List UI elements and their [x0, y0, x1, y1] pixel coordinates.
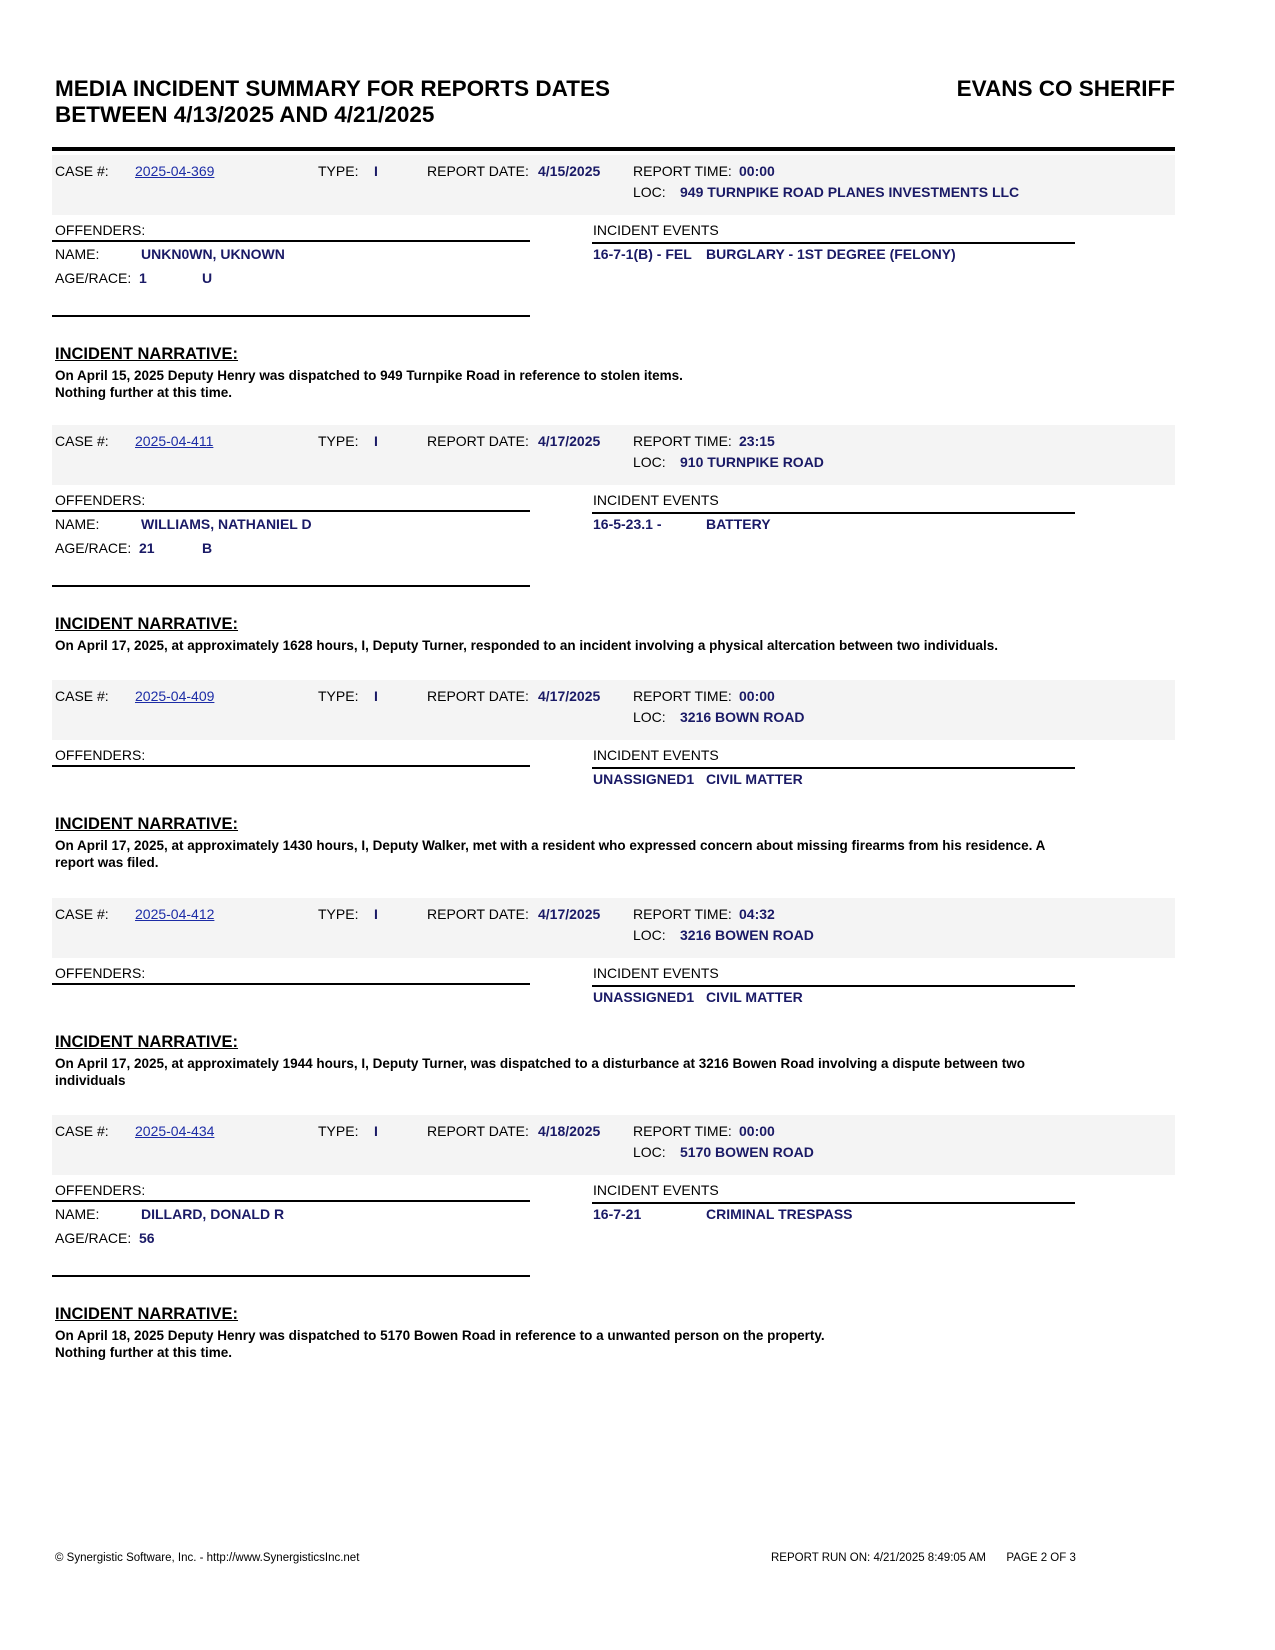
offender-name: WILLIAMS, NATHANIEL D	[141, 516, 312, 532]
report-date: 4/17/2025	[538, 688, 601, 704]
case-number-link[interactable]: 2025-04-409	[135, 688, 215, 704]
report-time: 00:00	[739, 1123, 775, 1139]
offender-name-label: NAME:	[55, 516, 100, 532]
incident-events-label: INCIDENT EVENTS	[593, 747, 719, 763]
events-rule	[592, 242, 1075, 244]
narrative-title: INCIDENT NARRATIVE:	[55, 1305, 239, 1323]
report-date-label: REPORT DATE:	[427, 433, 529, 449]
offenders-label: OFFENDERS:	[55, 1182, 146, 1198]
offenders-rule	[52, 765, 530, 767]
incident-events-label: INCIDENT EVENTS	[593, 965, 719, 981]
page-number: PAGE 2 OF 3	[1006, 1552, 1076, 1564]
report-title	[55, 76, 610, 128]
case-type: I	[374, 688, 378, 704]
footer-copyright: © Synergistic Software, Inc. - http://www.SynergisticsInc.net	[55, 1552, 360, 1564]
case-number-link[interactable]: 2025-04-411	[135, 433, 214, 449]
report-title-line1: MEDIA INCIDENT SUMMARY FOR REPORTS DATES	[55, 76, 611, 101]
incident-events-label: INCIDENT EVENTS	[593, 1182, 719, 1198]
report-run-on: REPORT RUN ON: 4/21/2025 8:49:05 AM	[771, 1552, 986, 1564]
report-time: 00:00	[739, 163, 775, 179]
report-time-label: REPORT TIME:	[633, 1123, 732, 1139]
event-description: CIVIL MATTER	[706, 989, 803, 1005]
case-type: I	[374, 163, 378, 179]
report-date-label: REPORT DATE:	[427, 1123, 529, 1139]
narrative-text: On April 17, 2025, at approximately 1628 hours, I, Deputy Turner, responded to an incident involving a physical altercation between two individuals.	[55, 638, 998, 653]
location: 5170 BOWEN ROAD	[680, 1144, 814, 1160]
report-date: 4/18/2025	[538, 1123, 601, 1139]
report-date: 4/17/2025	[538, 906, 601, 922]
narrative-text: On April 15, 2025 Deputy Henry was dispatched to 949 Turnpike Road in reference to stolen items. Nothing further at this time.	[55, 368, 683, 400]
type-label: TYPE:	[318, 906, 359, 922]
offender-name: DILLARD, DONALD R	[141, 1206, 285, 1222]
location: 3216 BOWN ROAD	[680, 709, 805, 725]
offender-end-rule	[52, 1275, 530, 1277]
type-label: TYPE:	[318, 1123, 359, 1139]
report-date: 4/15/2025	[538, 163, 601, 179]
location-label: LOC:	[633, 927, 666, 943]
location: 3216 BOWEN ROAD	[680, 927, 814, 943]
incident-events-label: INCIDENT EVENTS	[593, 492, 719, 508]
offender-age: 21	[139, 540, 155, 556]
type-label: TYPE:	[318, 163, 359, 179]
case-type: I	[374, 433, 378, 449]
narrative-title: INCIDENT NARRATIVE:	[55, 345, 239, 363]
location-label: LOC:	[633, 454, 666, 470]
case-header-band	[52, 680, 1175, 740]
event-description: CRIMINAL TRESPASS	[706, 1206, 853, 1222]
footer-run-info	[771, 1552, 1076, 1564]
narrative-text: On April 17, 2025, at approximately 1944 hours, I, Deputy Turner, was dispatched to a disturbance at 3216 Bowen Road involving a dispute between two individuals	[55, 1056, 1026, 1088]
offenders-rule	[52, 983, 530, 985]
narrative-title: INCIDENT NARRATIVE:	[55, 1033, 239, 1051]
event-code: 16-5-23.1 -	[593, 516, 662, 532]
event-description: CIVIL MATTER	[706, 771, 803, 787]
event-description: BATTERY	[706, 516, 771, 532]
type-label: TYPE:	[318, 688, 359, 704]
narrative-text: On April 18, 2025 Deputy Henry was dispatched to 5170 Bowen Road in reference to a unwanted person on the property. Nothing further at this time.	[55, 1328, 825, 1360]
offenders-rule	[52, 1200, 530, 1202]
offender-name-label: NAME:	[55, 246, 100, 262]
events-rule	[592, 985, 1075, 987]
report-time: 04:32	[739, 906, 775, 922]
case-number-link[interactable]: 2025-04-412	[135, 906, 215, 922]
case-number-label: CASE #:	[55, 688, 109, 704]
location: 949 TURNPIKE ROAD PLANES INVESTMENTS LLC	[680, 184, 1020, 200]
offender-race: U	[202, 270, 213, 286]
case-number-label: CASE #:	[55, 433, 109, 449]
case-header-band	[52, 898, 1175, 958]
case-number-label: CASE #:	[55, 1123, 109, 1139]
event-description: BURGLARY - 1ST DEGREE (FELONY)	[706, 246, 956, 262]
event-code: 16-7-1(B) - FEL	[593, 246, 692, 262]
type-label: TYPE:	[318, 433, 359, 449]
location-label: LOC:	[633, 1144, 666, 1160]
narrative-title: INCIDENT NARRATIVE:	[55, 615, 239, 633]
report-date-label: REPORT DATE:	[427, 906, 529, 922]
offenders-label: OFFENDERS:	[55, 965, 146, 981]
event-code: 16-7-21	[593, 1206, 642, 1222]
offender-name: UNKN0WN, UKNOWN	[141, 246, 285, 262]
event-code: UNASSIGNED1	[593, 989, 695, 1005]
offender-end-rule	[52, 585, 530, 587]
location: 910 TURNPIKE ROAD	[680, 454, 824, 470]
offenders-label: OFFENDERS:	[55, 222, 146, 238]
age-race-label: AGE/RACE:	[55, 270, 132, 286]
offender-age: 1	[139, 270, 147, 286]
agency-name: EVANS CO SHERIFF	[956, 76, 1175, 101]
events-rule	[592, 512, 1075, 514]
report-time-label: REPORT TIME:	[633, 906, 732, 922]
header-divider	[52, 147, 1175, 151]
report-time: 23:15	[739, 433, 775, 449]
offenders-label: OFFENDERS:	[55, 747, 146, 763]
narrative-text: On April 17, 2025, at approximately 1430 hours, I, Deputy Walker, met with a resident who expressed concern about missing firearms from his residence. A report was filed.	[55, 838, 1046, 870]
report-title-line2: BETWEEN 4/13/2025 AND 4/21/2025	[55, 102, 435, 127]
report-date-label: REPORT DATE:	[427, 163, 529, 179]
age-race-label: AGE/RACE:	[55, 1230, 132, 1246]
incident-events-label: INCIDENT EVENTS	[593, 222, 719, 238]
report-time: 00:00	[739, 688, 775, 704]
report-date-label: REPORT DATE:	[427, 688, 529, 704]
narrative-title: INCIDENT NARRATIVE:	[55, 815, 239, 833]
offenders-rule	[52, 510, 530, 512]
case-number-link[interactable]: 2025-04-434	[135, 1123, 215, 1139]
report-time-label: REPORT TIME:	[633, 433, 732, 449]
events-rule	[592, 767, 1075, 769]
case-type: I	[374, 1123, 378, 1139]
location-label: LOC:	[633, 184, 666, 200]
event-code: UNASSIGNED1	[593, 771, 695, 787]
offender-race: B	[202, 540, 213, 556]
offender-end-rule	[52, 315, 530, 317]
age-race-label: AGE/RACE:	[55, 540, 132, 556]
offenders-rule	[52, 240, 530, 242]
case-number-label: CASE #:	[55, 163, 109, 179]
case-header-band	[52, 425, 1175, 485]
case-number-link[interactable]: 2025-04-369	[135, 163, 215, 179]
events-rule	[592, 1202, 1075, 1204]
location-label: LOC:	[633, 709, 666, 725]
case-number-label: CASE #:	[55, 906, 109, 922]
report-date: 4/17/2025	[538, 433, 601, 449]
offender-age: 56	[139, 1230, 155, 1246]
report-time-label: REPORT TIME:	[633, 163, 732, 179]
offender-name-label: NAME:	[55, 1206, 100, 1222]
case-type: I	[374, 906, 378, 922]
report-time-label: REPORT TIME:	[633, 688, 732, 704]
offenders-label: OFFENDERS:	[55, 492, 146, 508]
case-header-band	[52, 1115, 1175, 1175]
